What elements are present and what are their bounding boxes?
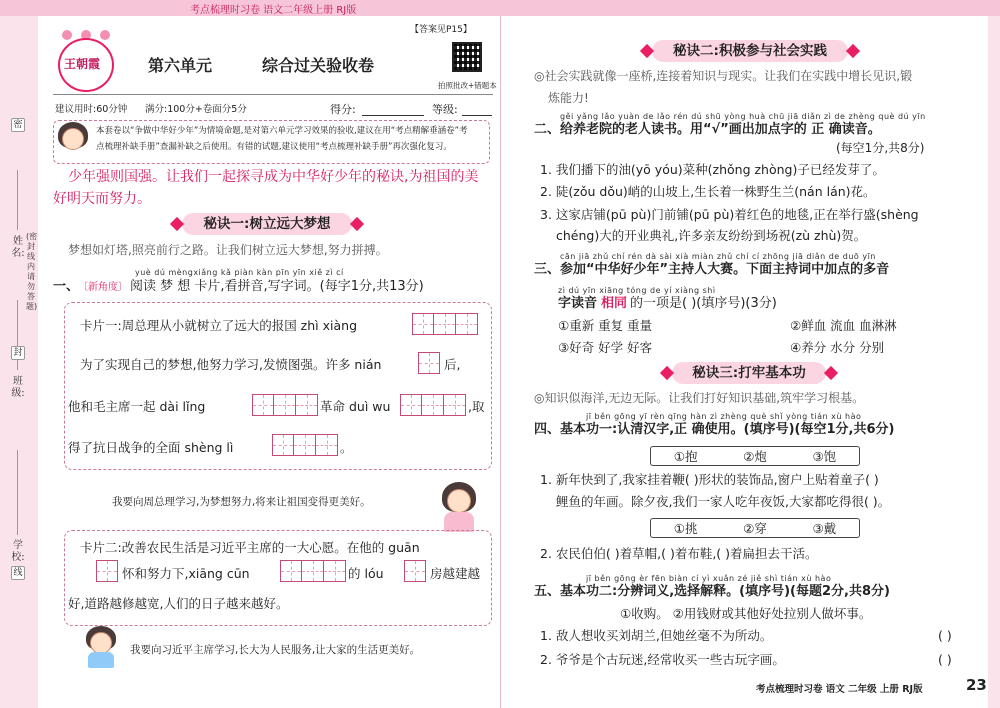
grade-field[interactable] (462, 115, 492, 116)
q2-item-1: 1. 我们播下的油(yō yóu)菜种(zhǒng zhòng)子已经发芽了。 (540, 162, 885, 177)
q2-pinyin: gěi yǎng lǎo yuàn de lǎo rén dú shū yòng huà chū jiā diǎn zì de zhèng què dú yīn (560, 112, 926, 121)
q3-pinyin-2: zì dú yīn xiāng tóng de yí xiàng shì (558, 286, 716, 295)
q1-number: 一、 (53, 279, 80, 294)
boy-figure-icon (90, 632, 112, 654)
secret-1-banner: 秘诀一:树立远大梦想 (182, 213, 352, 235)
card1-line-3-end: ,取 (468, 399, 485, 414)
q5-text: 五、基本功二:分辨词义,选择解释。(填序号)(每题2分,共8分) (534, 584, 890, 599)
page-number: 23 (966, 676, 987, 694)
qr-caption: 拍照批改+错题本 (438, 81, 497, 90)
q4-pinyin: jī běn gōng yī rèn qīng hàn zì zhèng què shǐ yòng tián xù hào (586, 412, 862, 421)
right-edge-strip (988, 16, 1000, 708)
seal-note: (密封线内请勿答题) (26, 232, 38, 311)
school-label: 学校: (11, 540, 25, 563)
seal-marker-2: 封 (11, 346, 25, 360)
q4-option-chuan: ②穿 (743, 521, 767, 536)
exam-title: 综合过关验收卷 (262, 56, 375, 75)
q3-option-2: ②鲜血 流血 血淋淋 (790, 318, 897, 333)
intro-line-1: 少年强则国强。让我们一起探寻成为中华好少年的秘诀,为祖国的美 (68, 169, 479, 185)
card1-line-2-end: 后, (444, 357, 461, 372)
secret-1-subtitle: 梦想如灯塔,照亮前行之路。让我们树立远大梦想,努力拼搏。 (68, 243, 388, 257)
secret-2-subtitle-2: 炼能力! (548, 91, 589, 105)
q4-option-group-2 (650, 518, 860, 538)
grade-label: 等级: (432, 103, 458, 116)
note-line-1: 本套卷以“争做中华好少年”为情境命题,是对第六单元学习效果的验收,建议在用“考点精解垂涵卷”考 (96, 126, 468, 136)
brand-logo (58, 38, 114, 92)
score-hint: 满分:100分+卷面分5分 (145, 104, 247, 115)
seal-marker-3: 线 (11, 566, 25, 580)
note-line-2: 点梳理补缺手册”查漏补缺之后使用。有错的试题,建议使用“考点梳理补缺手册”再次强化复习。 (96, 142, 452, 152)
girl-figure-icon (447, 489, 471, 513)
q3-text-2b: 相同 (601, 296, 628, 311)
q4-option-bao: ①抱 (673, 449, 698, 464)
q2-item-2: 2. 陡(zǒu dǒu)峭的山坡上,生长着一株野生兰(nán lán)花。 (540, 184, 876, 199)
answer-grid-nian[interactable] (418, 352, 440, 374)
exam-title-bar (120, 52, 430, 78)
score-label: 得分: (330, 103, 356, 116)
card1-line-3b: 革命 duì wu (320, 399, 391, 414)
q4-option-bao2: ③饱 (812, 449, 837, 464)
diamond-icon (824, 366, 838, 380)
boy-figure-shirt (88, 652, 114, 668)
q5-item-1: 1. 敌人想收买刘胡兰,但她丝毫不为所动。 (540, 628, 773, 643)
secret-3-subtitle: ◎知识似海洋,无边无际。让我们打好知识基础,筑牢学习根基。 (534, 391, 865, 405)
q4-option-group-1 (650, 446, 860, 466)
header-rule (53, 94, 493, 95)
q5-answer-1[interactable]: ( ) (938, 628, 952, 643)
logo-text: 王朝霞 (64, 57, 101, 71)
card1-line-1: 卡片一:周总理从小就树立了远大的报国 zhì xiàng (80, 318, 358, 333)
girl-avatar-icon (62, 128, 84, 150)
q5-pinyin: jī běn gōng èr fēn biàn cí yì xuǎn zé jiě shì tián xù hào (586, 574, 832, 583)
q5-answer-2[interactable]: ( ) (938, 652, 952, 667)
girl-figure-dress (444, 512, 474, 532)
card2-line-3: 好,道路越修越宽,人们的日子越来越好。 (68, 596, 289, 611)
time-hint: 建议用时:60分钟 (55, 104, 128, 115)
footer-text: 考点梳理时习卷 语文 二年级 上册 RJ版 (756, 684, 923, 695)
class-label: 班级: (11, 376, 25, 399)
header-band-text: 考点梳理时习卷 语文二年级上册 RJ版 (190, 5, 357, 16)
dream-statement-1: 我要向周总理学习,为梦想努力,将来让祖国变得更美好。 (112, 496, 371, 508)
q4-option-pao: ②炮 (743, 449, 767, 464)
score-field[interactable] (362, 115, 424, 116)
q2-item-3-cont: chéng)大的开业典礼,许多亲友纷纷到场祝(zù zhù)贺。 (556, 228, 867, 243)
q1-text: 阅读 梦 想 卡片,看拼音,写字词。(每字1分,共13分) (130, 279, 424, 294)
q3-option-4: ④养分 水分 分别 (790, 340, 885, 355)
answer-grid-shengli[interactable] (272, 434, 338, 456)
q1-tag: 〔新角度〕 (78, 282, 128, 293)
q3-text-2a: 字读音 (558, 296, 598, 311)
name-label: 姓名: (11, 236, 25, 259)
school-line (17, 450, 18, 535)
q4-item-1b: 鲤鱼的年画。除夕夜,我们一家人吃年夜饭,大家都吃得很( )。 (556, 494, 891, 509)
page-divider (500, 16, 501, 708)
card2-line-2a: 怀和努力下,xiāng cūn (122, 566, 250, 581)
diamond-icon (350, 217, 364, 231)
q3-text: 三、参加“中华好少年”主持人大赛。下面主持词中加点的多音 (534, 262, 890, 277)
intro-line-2: 好明天而努力。 (53, 191, 151, 207)
q2-text: 二、给养老院的老人读书。用“√”画出加点字的 正 确读音。 (534, 122, 881, 137)
card1-line-3a: 他和毛主席一起 dài lǐng (68, 399, 206, 414)
q4-option-tiao: ①挑 (673, 521, 698, 536)
q4-item-1a: 1. 新年快到了,我家挂着鞭( )形状的装饰品,窗户上贴着童子( ) (540, 472, 879, 487)
q3-option-3: ③好奇 好学 好客 (558, 340, 653, 355)
dream-statement-2: 我要向习近平主席学习,长大为人民服务,让大家的生活更美好。 (130, 644, 421, 656)
secret-2-subtitle-1: ◎社会实践就像一座桥,连接着知识与现实。让我们在实践中增长见识,锻 (534, 69, 913, 83)
answer-grid-dailing[interactable] (252, 394, 318, 416)
q1-pinyin: yuè dú mèngxiǎng kǎ piàn kàn pīn yīn xiě zì cí (135, 268, 344, 277)
seal-marker-1: 密 (11, 118, 25, 132)
answer-grid-zhixiang[interactable] (412, 313, 478, 335)
secret-3-banner: 秘诀三:打牢基本功 (672, 362, 826, 384)
qr-code-icon[interactable] (452, 42, 482, 72)
card2-line-1: 卡片二:改善农民生活是习近平主席的一大心愿。在他的 guān (80, 540, 420, 555)
q5-item-2: 2. 爷爷是个古玩迷,经常收买一些古玩字画。 (540, 652, 785, 667)
secret-2-banner: 秘诀二:积极参与社会实践 (652, 40, 848, 62)
answer-grid-lou[interactable] (404, 560, 426, 582)
q4-option-dai: ③戴 (812, 521, 837, 536)
q3-pinyin: cān jiā zhǔ chí rén dà sài xià miàn zhǔ chí cí zhōng jiā diǎn de duō yīn (560, 252, 876, 261)
q3-option-1: ①重新 重复 重量 (558, 318, 653, 333)
q2-score: (每空1分,共8分) (836, 141, 925, 155)
q4-item-2: 2. 农民伯伯( )着草帽,( )着布鞋,( )着扁担去干活。 (540, 546, 818, 561)
diamond-icon (846, 44, 860, 58)
card2-line-2b: 的 lóu (348, 566, 384, 581)
answer-grid-duiwu[interactable] (400, 394, 466, 416)
q2-item-3: 3. 这家店铺(pū pù)门前铺(pū pù)着红色的地毯,正在举行盛(shèng (540, 207, 919, 222)
q3-text-2c: 的一项是( )(填序号)(3分) (630, 296, 777, 311)
card1-line-2: 为了实现自己的梦想,他努力学习,发愤图强。许多 nián (80, 357, 382, 372)
name-line (17, 170, 18, 230)
answer-grid-guan[interactable] (96, 560, 118, 582)
answer-grid-xiangcun[interactable] (280, 560, 346, 582)
header-band (0, 0, 1000, 16)
card1-line-4: 得了抗日战争的全面 shèng lì (68, 440, 234, 455)
unit-title: 第六单元 (148, 56, 213, 75)
q5-definitions: ①收购。 ②用钱财或其他好处拉别人做坏事。 (620, 606, 872, 621)
q4-text: 四、基本功一:认清汉字,正 确使用。(填序号)(每空1分,共6分) (534, 422, 895, 437)
card1-period: 。 (340, 440, 353, 455)
answer-reference: 【答案见P15】 (410, 25, 472, 35)
card2-line-2-end: 房越建越 (430, 566, 481, 581)
